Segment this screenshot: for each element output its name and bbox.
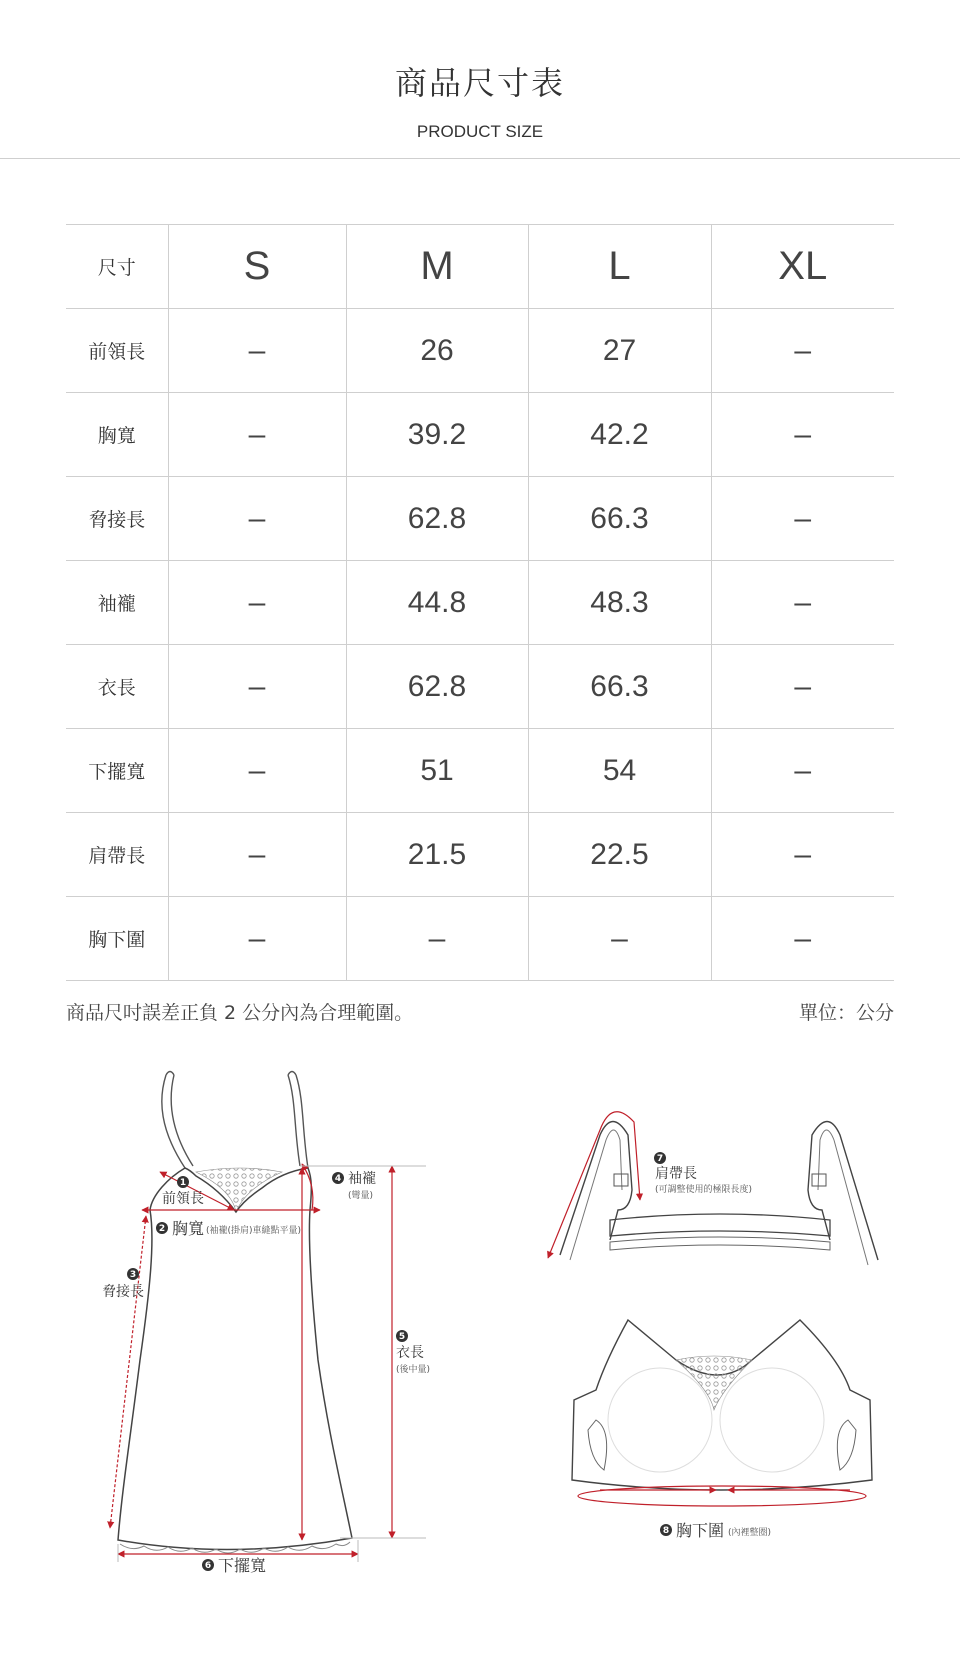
value-s: – xyxy=(168,813,346,897)
value-m: 39.2 xyxy=(346,393,528,477)
row-label: 脅接長 xyxy=(66,477,168,561)
value-s: – xyxy=(168,393,346,477)
table-row xyxy=(66,813,894,897)
table-row xyxy=(66,645,894,729)
value-m: – xyxy=(346,897,528,981)
label-side: 脅接長 xyxy=(102,1284,144,1300)
number-4: 4 xyxy=(334,1174,342,1184)
value-l: 66.3 xyxy=(528,645,711,729)
row-label: 前領長 xyxy=(66,309,168,393)
value-xl: – xyxy=(711,309,894,393)
label-length: 衣長 xyxy=(396,1345,424,1361)
value-l: 27 xyxy=(528,309,711,393)
table-row xyxy=(66,393,894,477)
bra-cup-drawing xyxy=(572,1320,872,1540)
row-label: 胸寬 xyxy=(66,393,168,477)
value-s: – xyxy=(168,309,346,393)
value-xl: – xyxy=(711,477,894,561)
number-3: 3 xyxy=(129,1270,137,1280)
header-divider xyxy=(0,158,960,159)
value-l: – xyxy=(528,897,711,981)
number-5: 5 xyxy=(398,1332,406,1342)
table-row xyxy=(66,897,894,981)
row-label: 肩帶長 xyxy=(66,813,168,897)
value-m: 51 xyxy=(346,729,528,813)
value-m: 62.8 xyxy=(346,477,528,561)
label-underbust: 胸下圍 xyxy=(676,1521,725,1540)
row-label: 袖襱 xyxy=(66,561,168,645)
unit-label: 單位：公分 xyxy=(798,1002,894,1024)
value-s: – xyxy=(168,897,346,981)
number-8: 8 xyxy=(662,1526,670,1536)
label-length-note: (後中量) xyxy=(396,1365,431,1375)
row-label: 衣長 xyxy=(66,645,168,729)
measurement-diagram xyxy=(0,1060,960,1620)
value-xl: – xyxy=(711,813,894,897)
label-armhole: 袖襱 xyxy=(348,1171,376,1187)
value-xl: – xyxy=(711,393,894,477)
tolerance-note: 商品尺吋誤差正負 2 公分內為合理範圍。 xyxy=(66,1002,414,1024)
value-l: 22.5 xyxy=(528,813,711,897)
value-l: 48.3 xyxy=(528,561,711,645)
number-7: 7 xyxy=(656,1154,664,1164)
row-label: 下擺寬 xyxy=(66,729,168,813)
label-hem: 下擺寬 xyxy=(218,1556,267,1575)
value-l: 66.3 xyxy=(528,477,711,561)
corner-label: 尺寸 xyxy=(66,225,168,309)
size-s: S xyxy=(168,225,346,309)
value-s: – xyxy=(168,645,346,729)
value-xl: – xyxy=(711,897,894,981)
page-subtitle: PRODUCT SIZE xyxy=(416,122,544,141)
size-table xyxy=(66,224,894,981)
table-row xyxy=(66,477,894,561)
value-m: 44.8 xyxy=(346,561,528,645)
table-row xyxy=(66,309,894,393)
value-m: 21.5 xyxy=(346,813,528,897)
size-m: M xyxy=(346,225,528,309)
number-2: 2 xyxy=(158,1224,166,1234)
label-strap: 肩帶長 xyxy=(655,1166,697,1182)
value-xl: – xyxy=(711,645,894,729)
table-row xyxy=(66,729,894,813)
label-chest-note: (袖襱(掛肩)車縫點平量) xyxy=(206,1226,302,1236)
strap-drawing xyxy=(548,1112,878,1265)
size-xl: XL xyxy=(711,225,894,309)
value-s: – xyxy=(168,477,346,561)
size-header-row xyxy=(66,225,894,309)
label-front-neck: 前領長 xyxy=(162,1191,204,1207)
value-m: 26 xyxy=(346,309,528,393)
value-m: 62.8 xyxy=(346,645,528,729)
table-row xyxy=(66,561,894,645)
size-l: L xyxy=(528,225,711,309)
slip-dress-drawing xyxy=(102,1072,430,1576)
page-title: 商品尺寸表 xyxy=(394,64,565,102)
value-xl: – xyxy=(711,561,894,645)
number-6: 6 xyxy=(204,1561,212,1571)
value-l: 54 xyxy=(528,729,711,813)
value-l: 42.2 xyxy=(528,393,711,477)
label-chest: 胸寬 xyxy=(172,1219,205,1238)
label-underbust-note: (內裡整圈) xyxy=(728,1528,772,1538)
row-label: 胸下圍 xyxy=(66,897,168,981)
number-1: 1 xyxy=(179,1178,187,1188)
value-s: – xyxy=(168,729,346,813)
value-s: – xyxy=(168,561,346,645)
label-strap-note: (可調整使用的極限長度) xyxy=(655,1185,753,1195)
value-xl: – xyxy=(711,729,894,813)
label-armhole-note: (彎量) xyxy=(348,1191,374,1201)
